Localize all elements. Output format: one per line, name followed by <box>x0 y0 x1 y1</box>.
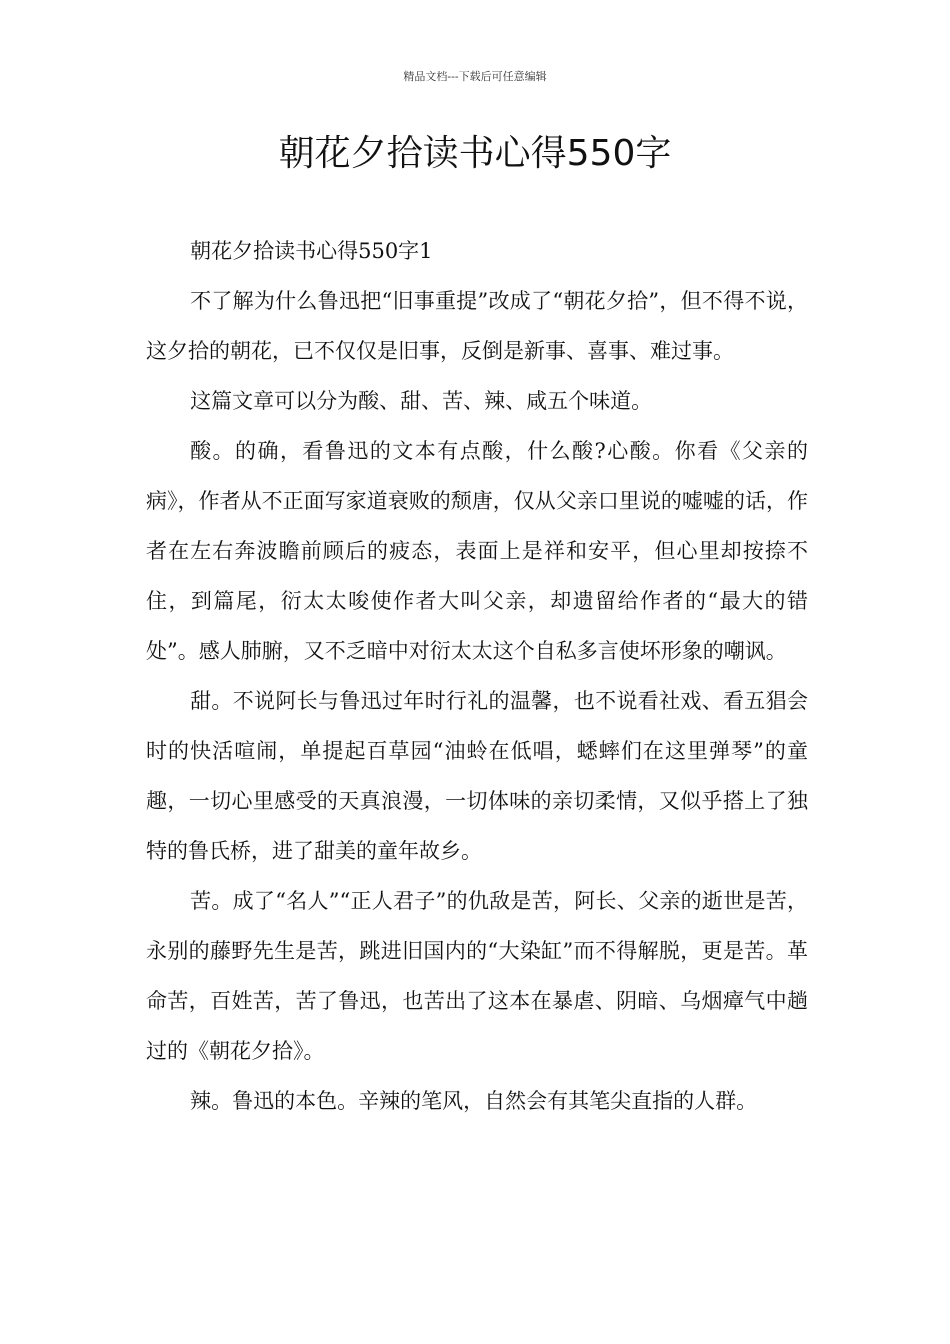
body-paragraph: 辣。鲁迅的本色。辛辣的笔风，自然会有其笔尖直指的人群。 <box>190 1089 758 1113</box>
body-paragraph: 甜。不说阿长与鲁迅过年时行礼的温馨，也不说看社戏、看五猖会时的快活喧闹，单提起百草园“油蛉在低唱，蟋蟀们在这里弹琴”的童趣，一切心里感受的天真浪漫，一切体味的亲切柔情，又似乎搭上了独特的鲁氏桥，进了甜美的童年故乡。 <box>146 689 808 863</box>
document-title: 朝花夕拾读书心得550字 <box>278 133 672 174</box>
body-paragraph: 不了解为什么鲁迅把“旧事重提”改成了“朝花夕拾”，但不得不说，这夕拾的朝花，已不仅仅是旧事，反倒是新事、喜事、难过事。 <box>146 289 808 363</box>
body-paragraph: 这篇文章可以分为酸、甜、苦、辣、咸五个味道。 <box>190 389 653 413</box>
body-paragraph: 酸。的确，看鲁迅的文本有点酸，什么酸?心酸。你看《父亲的病》，作者从不正面写家道衰败的颓唐，仅从父亲口里说的嘘嘘的话，作者在左右奔波瞻前顾后的疲态，表面上是祥和安平，但心里却按捺不住，到篇尾，衍太太唆使作者大叫父亲，却遗留给作者的“最大的错处”。感人肺腑，又不乏暗中对衍太太这个自私多言使坏形象的嘲讽。 <box>146 439 808 663</box>
subtitle-paragraph: 朝花夕拾读书心得550字1 <box>190 239 433 263</box>
header-watermark: 精品文档---下载后可任意编辑 <box>403 70 547 83</box>
body-paragraph: 苦。成了“名人”“正人君子”的仇敌是苦，阿长、父亲的逝世是苦，永别的藤野先生是苦，跳进旧国内的“大染缸”而不得解脱，更是苦。革命苦，百姓苦，苦了鲁迅，也苦出了这本在暴虐、阴暗、乌烟瘴气中趟过的《朝花夕拾》。 <box>146 889 808 1063</box>
document-body <box>146 226 808 1126</box>
